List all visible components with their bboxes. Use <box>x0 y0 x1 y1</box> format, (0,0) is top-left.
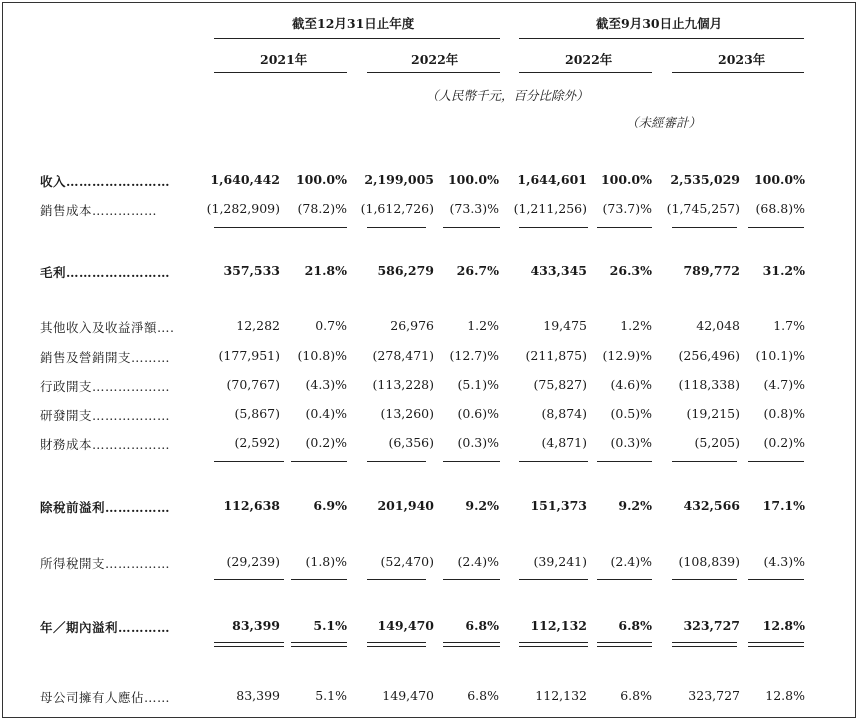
cell: (108,839) <box>678 554 740 569</box>
cell: 12,282 <box>236 318 280 333</box>
cell: (5,205) <box>694 435 740 450</box>
cell: (0.2)% <box>763 435 805 450</box>
row-label: 年／期內溢利………… <box>40 620 171 635</box>
subtotal-line <box>597 227 652 228</box>
cell: (29,239) <box>226 554 280 569</box>
cell: 1,640,442 <box>210 172 280 187</box>
cell: 21.8% <box>304 263 347 278</box>
total-double-line <box>672 642 737 647</box>
cell: (256,496) <box>678 348 740 363</box>
cell: (1,745,257) <box>666 201 740 216</box>
subtotal-line <box>214 579 284 580</box>
cell: (12.7)% <box>449 348 499 363</box>
cell: 100.0% <box>447 172 499 187</box>
row-label: 除稅前溢利…………… <box>40 500 171 515</box>
subtotal-line <box>519 227 588 228</box>
table-row <box>0 172 861 192</box>
subtotal-line <box>748 461 804 462</box>
cell: (13,260) <box>380 406 434 421</box>
unaudited-note: （未經審計） <box>626 115 702 130</box>
cell: 433,345 <box>530 263 587 278</box>
cell: (2.4)% <box>457 554 499 569</box>
table-row <box>0 618 861 638</box>
cell: (10.8)% <box>297 348 347 363</box>
row-label: 研發開支……………… <box>40 408 171 423</box>
cell: (19,215) <box>686 406 740 421</box>
total-double-line <box>443 642 500 647</box>
cell: 432,566 <box>683 498 740 513</box>
subtotal-line <box>291 227 347 228</box>
cell: (113,228) <box>372 377 434 392</box>
year-underline-2022 <box>367 72 500 73</box>
cell: 26.7% <box>456 263 499 278</box>
cell: 1.2% <box>467 318 499 333</box>
subtotal-line <box>291 461 347 462</box>
cell: 151,373 <box>530 498 587 513</box>
subtotal-line <box>672 579 737 580</box>
cell: 323,727 <box>683 618 740 633</box>
subtotal-line <box>519 461 588 462</box>
subtotal-line <box>519 579 588 580</box>
cell: 100.0% <box>753 172 805 187</box>
cell: (6,356) <box>388 435 434 450</box>
total-double-line <box>214 642 284 647</box>
cell: (2,592) <box>234 435 280 450</box>
cell: 100.0% <box>600 172 652 187</box>
row-label: 銷售成本…………… <box>40 203 158 218</box>
cell: 12.8% <box>765 688 805 703</box>
year-header-2022: 2022年 <box>411 52 459 67</box>
subtotal-line <box>597 461 652 462</box>
cell: 1.2% <box>620 318 652 333</box>
row-label: 毛利…………………… <box>40 265 171 280</box>
subtotal-line <box>367 461 426 462</box>
row-label: 財務成本……………… <box>40 437 171 452</box>
table-row <box>0 377 861 397</box>
row-label: 母公司擁有人應佔…… <box>40 690 171 705</box>
cell: (12.9)% <box>602 348 652 363</box>
table-row <box>0 688 861 708</box>
cell: (0.6)% <box>457 406 499 421</box>
cell: 149,470 <box>377 618 434 633</box>
year-header-2021: 2021年 <box>260 52 308 67</box>
row-label: 所得稅開支…………… <box>40 556 171 571</box>
table-row <box>0 318 861 338</box>
year-header-2022-9m: 2022年 <box>565 52 613 67</box>
cell: 83,399 <box>232 618 280 633</box>
row-label: 銷售及營銷開支……… <box>40 350 171 365</box>
subtotal-line <box>214 461 284 462</box>
row-label: 收入…………………… <box>40 174 171 189</box>
cell: 1.7% <box>773 318 805 333</box>
cell: (78.2)% <box>297 201 347 216</box>
cell: 323,727 <box>688 688 740 703</box>
group-underline-nine-months <box>519 38 804 39</box>
cell: (0.3)% <box>610 435 652 450</box>
cell: 357,533 <box>223 263 280 278</box>
cell: 42,048 <box>696 318 740 333</box>
subtotal-line <box>443 227 500 228</box>
group-header-year-end: 截至12月31日止年度 <box>292 16 415 31</box>
total-double-line <box>519 642 588 647</box>
table-row <box>0 554 861 574</box>
cell: (8,874) <box>541 406 587 421</box>
table-row <box>0 498 861 518</box>
cell: 6.8% <box>620 688 652 703</box>
cell: (73.3)% <box>449 201 499 216</box>
cell: 112,132 <box>535 688 587 703</box>
row-label: 其他收入及收益淨額…. <box>40 320 175 335</box>
cell: 26,976 <box>390 318 434 333</box>
table-row <box>0 348 861 368</box>
cell: (52,470) <box>380 554 434 569</box>
unit-note: （人民幣千元，百分比除外） <box>426 88 589 103</box>
row-label: 行政開支……………… <box>40 379 171 394</box>
cell: (70,767) <box>226 377 280 392</box>
cell: 2,199,005 <box>364 172 434 187</box>
table-row <box>0 263 861 283</box>
cell: 100.0% <box>295 172 347 187</box>
table-row <box>0 201 861 221</box>
cell: 6.9% <box>313 498 347 513</box>
cell: 6.8% <box>465 618 499 633</box>
cell: (278,471) <box>372 348 434 363</box>
cell: (4.3)% <box>763 554 805 569</box>
subtotal-line <box>597 579 652 580</box>
cell: (1,211,256) <box>513 201 587 216</box>
year-underline-2021 <box>214 72 347 73</box>
total-double-line <box>367 642 426 647</box>
cell: (75,827) <box>533 377 587 392</box>
year-header-2023-9m: 2023年 <box>718 52 766 67</box>
cell: (0.2)% <box>305 435 347 450</box>
subtotal-line <box>367 579 426 580</box>
cell: (118,338) <box>678 377 740 392</box>
subtotal-line <box>443 461 500 462</box>
cell: 0.7% <box>315 318 347 333</box>
cell: (0.3)% <box>457 435 499 450</box>
cell: (177,951) <box>218 348 280 363</box>
group-header-nine-months: 截至9月30日止九個月 <box>596 16 723 31</box>
cell: 112,638 <box>223 498 280 513</box>
cell: 2,535,029 <box>670 172 740 187</box>
cell: 31.2% <box>762 263 805 278</box>
cell: (211,875) <box>525 348 587 363</box>
cell: (0.4)% <box>305 406 347 421</box>
cell: (10.1)% <box>755 348 805 363</box>
cell: (1.8)% <box>305 554 347 569</box>
cell: (1,612,726) <box>360 201 434 216</box>
cell: (68.8)% <box>755 201 805 216</box>
cell: (4.6)% <box>610 377 652 392</box>
cell: (0.8)% <box>763 406 805 421</box>
cell: 5.1% <box>315 688 347 703</box>
cell: (39,241) <box>533 554 587 569</box>
table-row <box>0 435 861 455</box>
year-underline-2022-9m <box>519 72 652 73</box>
subtotal-line <box>672 461 737 462</box>
cell: (5,867) <box>234 406 280 421</box>
cell: (4,871) <box>541 435 587 450</box>
cell: 789,772 <box>683 263 740 278</box>
cell: 1,644,601 <box>517 172 587 187</box>
cell: 112,132 <box>530 618 587 633</box>
cell: 9.2% <box>618 498 652 513</box>
cell: (5.1)% <box>457 377 499 392</box>
table-row <box>0 406 861 426</box>
cell: (4.7)% <box>763 377 805 392</box>
cell: 586,279 <box>377 263 434 278</box>
subtotal-line <box>443 579 500 580</box>
cell: 9.2% <box>465 498 499 513</box>
cell: 83,399 <box>236 688 280 703</box>
subtotal-line <box>748 227 804 228</box>
cell: 201,940 <box>377 498 434 513</box>
cell: 19,475 <box>543 318 587 333</box>
cell: (0.5)% <box>610 406 652 421</box>
total-double-line <box>748 642 804 647</box>
total-double-line <box>291 642 347 647</box>
cell: (73.7)% <box>602 201 652 216</box>
year-underline-2023-9m <box>672 72 804 73</box>
cell: 26.3% <box>609 263 652 278</box>
subtotal-line <box>367 227 426 228</box>
group-underline-year-end <box>214 38 500 39</box>
cell: 149,470 <box>382 688 434 703</box>
total-double-line <box>597 642 652 647</box>
cell: (4.3)% <box>305 377 347 392</box>
subtotal-line <box>291 579 347 580</box>
subtotal-line <box>672 227 737 228</box>
cell: 17.1% <box>762 498 805 513</box>
cell: 12.8% <box>762 618 805 633</box>
cell: 5.1% <box>313 618 347 633</box>
cell: (1,282,909) <box>206 201 280 216</box>
subtotal-line <box>748 579 804 580</box>
cell: 6.8% <box>618 618 652 633</box>
cell: (2.4)% <box>610 554 652 569</box>
cell: 6.8% <box>467 688 499 703</box>
